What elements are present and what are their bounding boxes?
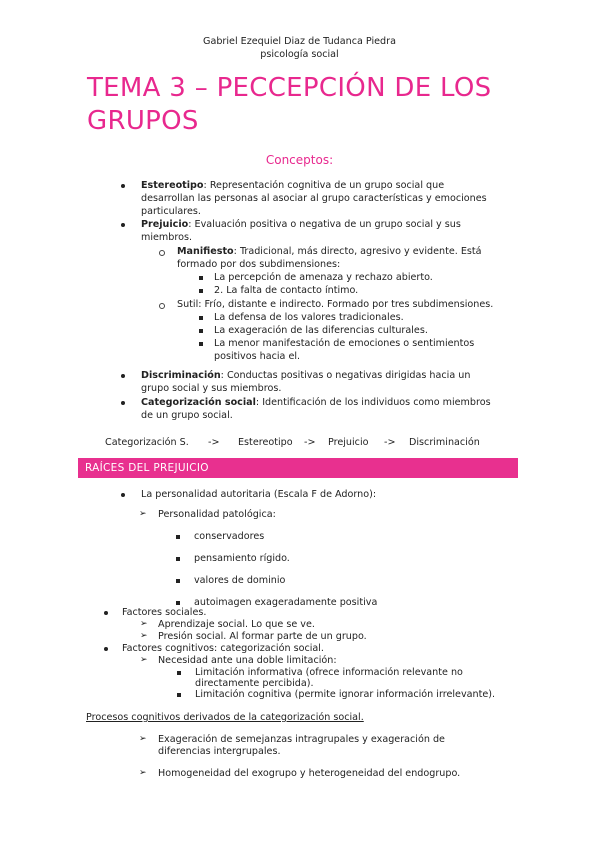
flow-arrow: -> — [208, 437, 220, 448]
bullet-square-icon — [199, 342, 203, 346]
bullet-dot-icon — [121, 184, 125, 188]
categorizacion-line-1: Categorización social: Identificación de los individuos como miembros — [141, 397, 491, 408]
bullet-circle-icon — [159, 303, 165, 309]
flow-arrow: -> — [384, 437, 396, 448]
patologica-item-4: autoimagen exageradamente positiva — [194, 597, 378, 608]
discriminacion-line-1: Discriminación: Conductas positivas o negativas dirigidas hacia un — [141, 370, 471, 381]
section-header-raices — [78, 458, 518, 478]
prejuicio-line-1: Prejuicio: Evaluación positiva o negativa de un grupo social y sus — [141, 219, 461, 230]
bullet-dot-icon — [121, 374, 125, 378]
bullet-square-icon — [199, 289, 203, 293]
manifiesto-line-1: Manifiesto: Tradicional, más directo, agresivo y evidente. Está — [177, 246, 482, 257]
manifiesto-sub-2: 2. La falta de contacto íntimo. — [214, 285, 359, 296]
flow-arrow: -> — [304, 437, 316, 448]
sutil-sub-1: La defensa de los valores tradicionales. — [214, 312, 404, 323]
arrow-bullet-icon: ➢ — [140, 619, 148, 629]
flow-step-discriminacion: Discriminación — [409, 437, 480, 448]
bullet-square-icon — [177, 693, 181, 697]
bullet-dot-icon — [104, 611, 108, 615]
estereotipo-line-1: Estereotipo: Representación cognitiva de un grupo social que — [141, 180, 445, 191]
limitacion-informativa-line-1: Limitación informativa (ofrece información relevante no — [195, 667, 463, 678]
concepts-heading: Conceptos: — [265, 153, 334, 167]
bullet-square-icon — [176, 535, 180, 539]
arrow-bullet-icon: ➢ — [140, 631, 148, 641]
flow-step-categorizacion: Categorización S. — [105, 437, 189, 448]
estereotipo-line-3: particulares. — [141, 206, 201, 217]
bullet-dot-icon — [121, 223, 125, 227]
flow-step-prejuicio: Prejuicio — [328, 437, 369, 448]
factores-sociales-item-2: Presión social. Al formar parte de un grupo. — [158, 631, 367, 642]
factores-cognitivos-item-1: Necesidad ante una doble limitación: — [158, 655, 337, 666]
bullet-square-icon — [176, 557, 180, 561]
estereotipo-line-2: desarrollan las personas al asociar al grupo características y emociones — [141, 193, 487, 204]
prejuicio-line-2: miembros. — [141, 232, 192, 243]
bullet-square-icon — [176, 579, 180, 583]
bullet-square-icon — [199, 316, 203, 320]
bullet-circle-icon — [159, 250, 165, 256]
limitacion-cognitiva: Limitación cognitiva (permite ignorar información irrelevante). — [195, 689, 496, 700]
sutil-line: Sutil: Frío, distante e indirecto. Formado por tres subdimensiones. — [177, 299, 494, 310]
personalidad-autoritaria: La personalidad autoritaria (Escala F de Adorno): — [141, 489, 377, 500]
procesos-item-1-line-2: diferencias intergrupales. — [158, 746, 281, 757]
personalidad-patologica: Personalidad patológica: — [158, 509, 276, 520]
arrow-bullet-icon: ➢ — [139, 768, 147, 778]
arrow-bullet-icon: ➢ — [139, 734, 147, 744]
sutil-sub-3-line-2: positivos hacia el. — [214, 351, 301, 362]
factores-sociales: Factores sociales. — [122, 607, 207, 618]
page-title: TEMA 3 – PECCEPCIÓN DE LOS GRUPOS — [87, 73, 492, 136]
bullet-dot-icon — [104, 647, 108, 651]
factores-sociales-item-1: Aprendizaje social. Lo que se ve. — [158, 619, 315, 630]
sutil-sub-3-line-1: La menor manifestación de emociones o sentimientos — [214, 338, 475, 349]
manifiesto-line-2: formado por dos subdimensiones: — [177, 259, 341, 270]
limitacion-informativa-line-2: directamente percibida). — [195, 678, 314, 689]
bullet-square-icon — [199, 329, 203, 333]
patologica-item-2: pensamiento rígido. — [194, 553, 290, 564]
procesos-heading: Procesos cognitivos derivados de la categorización social. — [86, 712, 364, 723]
discriminacion-line-2: grupo social y sus miembros. — [141, 383, 282, 394]
bullet-square-icon — [177, 671, 181, 675]
flow-step-estereotipo: Estereotipo — [238, 437, 293, 448]
procesos-item-2: Homogeneidad del exogrupo y heterogeneidad del endogrupo. — [158, 768, 461, 779]
manifiesto-sub-1: La percepción de amenaza y rechazo abierto. — [214, 272, 433, 283]
bullet-square-icon — [176, 601, 180, 605]
patologica-item-3: valores de dominio — [194, 575, 286, 586]
section-heading: RAÍCES DEL PREJUICIO — [85, 462, 209, 474]
arrow-bullet-icon: ➢ — [140, 655, 148, 665]
document-subject: psicología social — [260, 49, 339, 60]
categorizacion-line-2: de un grupo social. — [141, 410, 233, 421]
sutil-sub-2: La exageración de las diferencias culturales. — [214, 325, 428, 336]
patologica-item-1: conservadores — [194, 531, 265, 542]
arrow-bullet-icon: ➢ — [139, 509, 147, 519]
document-author: Gabriel Ezequiel Diaz de Tudanca Piedra — [203, 36, 396, 47]
bullet-dot-icon — [121, 401, 125, 405]
factores-cognitivos: Factores cognitivos: categorización social. — [122, 643, 324, 654]
bullet-dot-icon — [121, 493, 125, 497]
bullet-square-icon — [199, 276, 203, 280]
procesos-item-1-line-1: Exageración de semejanzas intragrupales y exageración de — [158, 734, 445, 745]
